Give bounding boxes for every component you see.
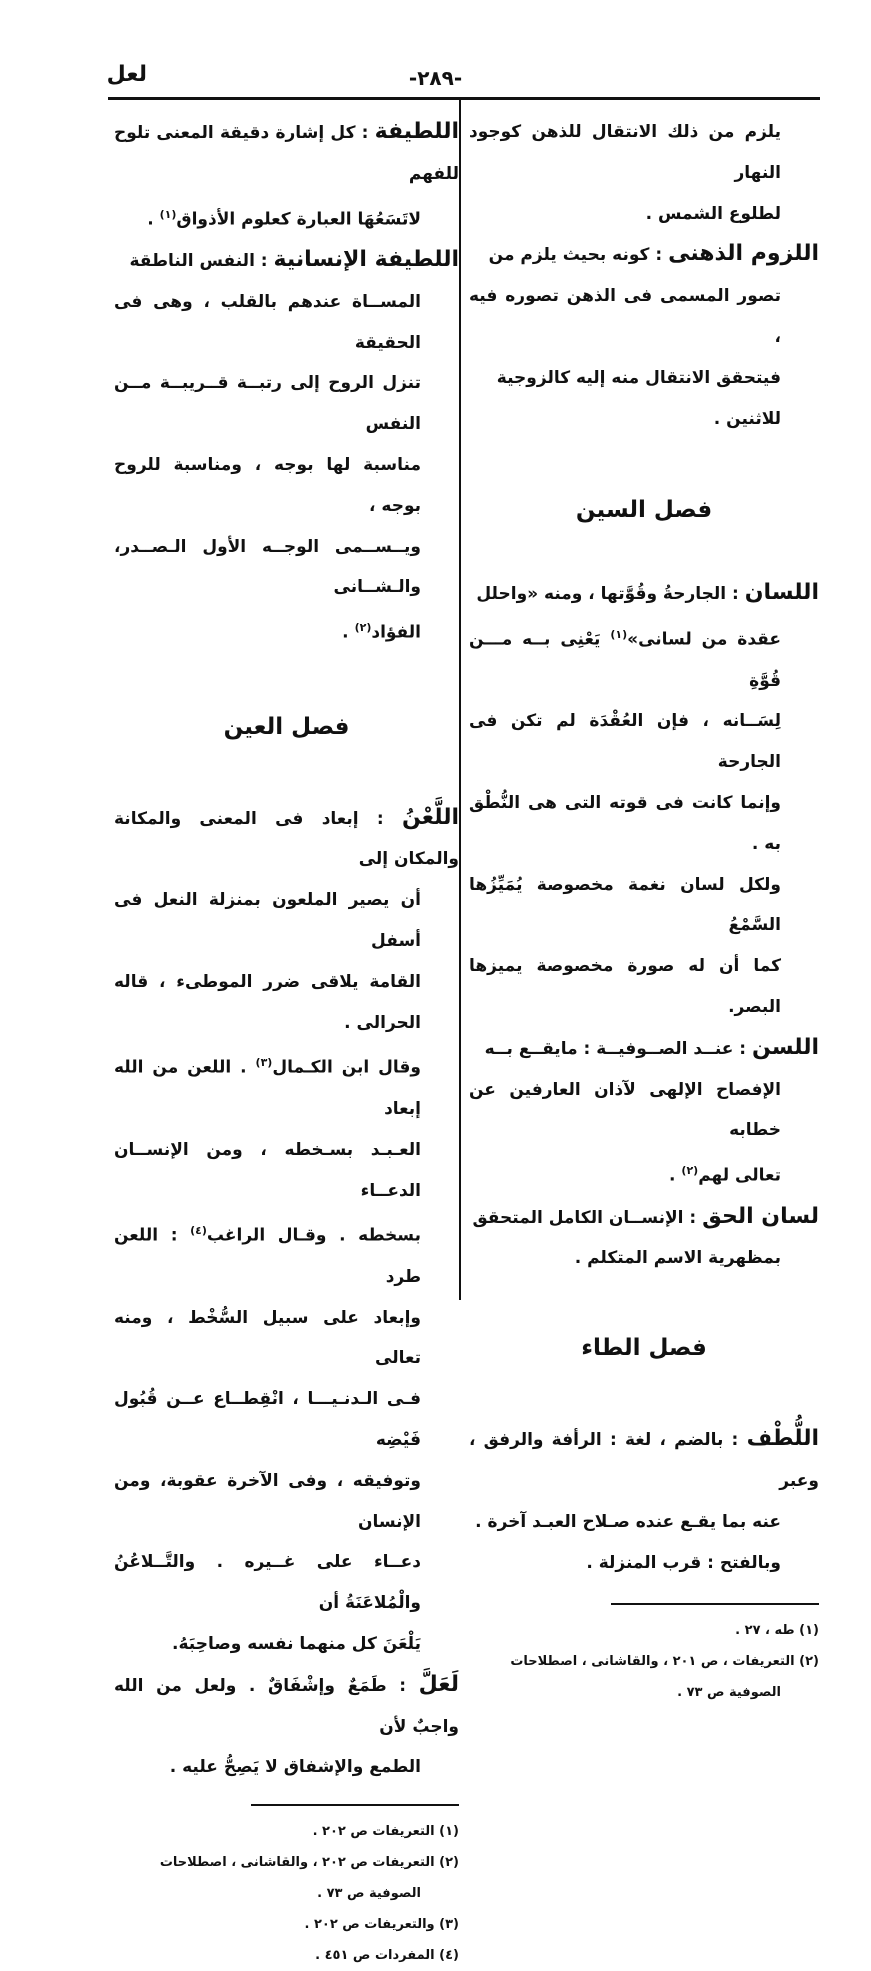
text-line: ولكل لسان نغمة مخصوصة يُمَيِّزُها السَّمْعُ [469,874,781,936]
text-line: عنه بما يقـع عنده صـلاح العبـد آخرة . [475,1511,781,1532]
footnote: (١) التعريفات ص ٢٠٢ . [312,1824,459,1840]
text-segment: . [342,622,355,643]
text-line: فيتحقق الانتقال منه إليه كالزوجية [496,367,781,388]
text-line: تنزل الروح إلى رتبــة قــريبــة مــن النفس [114,373,421,435]
text-line: لِسَــانه ، فإن العُقْدَة لم تكن فى الجارحة [469,711,781,773]
entry-term: اللسان [744,580,819,606]
footnote-rule [611,1603,819,1605]
text-line [114,195,459,240]
definition-text: : بالضم ، لغة : الرأفة والرفق ، وعبر [469,1430,819,1492]
text-line [469,615,819,701]
footnote: (١) طه ، ٢٧ . [735,1623,819,1639]
entry-term: اللزوم الذهنى [668,241,819,267]
text-line [114,608,459,653]
text-line: وإبعاد على سبيل السُّخْط ، ومنه تعالى [114,1307,421,1369]
entry-lisan [469,573,819,1027]
text-segment: . [147,209,160,230]
footnote [114,1847,459,1909]
text-line: المســاة عندهم بالقلب ، وهى فى الحقيقة [114,291,421,353]
entry-luzum-dhihni [469,234,819,439]
entry-term: اللطيفة الإنسانية [273,247,459,273]
text-line: وبالفتح : قرب المنزلة . [586,1552,781,1573]
footnote-text: الصوفية ص ٧٣ . [677,1685,781,1701]
text-line: مناسبة لها بوجه ، ومناسبة للروح بوجه ، [114,455,421,516]
footnote-ref: (٢) [681,1164,699,1178]
text-line: الإفصاح الإلهى لآذان العارفين عن خطابه [469,1079,781,1141]
entry-laalla [114,1665,459,1788]
footnote-ref: (١) [159,207,177,221]
entry-lisan-al-haqq [469,1197,819,1280]
running-header-word: لعل [106,62,147,87]
text-segment: . [669,1165,682,1186]
entry-lisn [469,1028,819,1197]
text-line: كما أن له صورة مخصوصة يميزها البصر. [469,956,781,1017]
section-title-ta: فصل الطاء [581,1335,707,1362]
page-number: -٢٨٩- [408,66,463,90]
text-line: بمظهرية الاسم المتكلم . [574,1248,781,1269]
definition-text: : عنــد الصــوفيــة : مايقــع بــه [484,1038,747,1059]
text-line: يَلْعَنَ كل منهما نفسه وصاحِبَهُ. [172,1633,421,1654]
definition-text: : إبعاد فى المعنى والمكانة والمكان إلى [114,808,459,870]
text-segment: وقال ابن الكـمال [272,1058,421,1079]
right-column [469,112,819,1708]
intro-paragraph [469,112,819,234]
text-line: للاثنين . [713,408,781,429]
text-line: لطلوع الشمس . [645,203,781,224]
definition-text: : الإنســان الكامل المتحقق [472,1207,697,1228]
text-line [469,1151,819,1196]
footnote-text: (٢) التعريفات ص ٢٠٢ ، والقاشانى ، اصطلاحات [159,1855,459,1871]
left-column [114,112,459,1971]
entry-term: لسان الحق [702,1203,819,1229]
text-line: القامة يلاقى ضرر الموطىء ، قاله الحرالى . [114,971,421,1033]
definition-text: : النفس الناطقة [129,251,268,272]
text-line: يلزم من ذلك الانتقال للذهن كوجود النهار [469,122,781,183]
entry-latifa [114,112,459,240]
definition-text: : كونه بحيث يلزم من [488,245,663,266]
footnote-ref: (٤) [190,1224,207,1238]
footnote [469,1646,819,1708]
text-line: وتوفيقه ، وفى الآخرة عقوبة، ومن الإنسان [114,1470,421,1532]
footnote-text: الصوفية ص ٧٣ . [317,1886,421,1902]
text-segment: الفؤاد [371,622,421,643]
entry-term: اللطيفة [374,119,459,144]
footnote-ref: (١) [610,628,628,642]
definition-text: : الجارحةُ وقُوَّتها ، ومنه «واحلل [476,584,739,605]
definition-text: : كل إشارة دقيقة المعنى تلوح للفهم [114,123,459,184]
text-line [114,1043,459,1129]
entry-laan [114,798,459,1665]
definition-text: : طَمَعٌ وإشْفَاقٌ . ولعل من الله واجبٌ لأن [114,1675,459,1737]
footnote-rule [251,1804,459,1806]
text-segment: يَعْنِى بــه مـــن قُوَّةِ [469,629,781,691]
footnote: (٤) المفردات ص ٤٥١ . [315,1948,459,1964]
text-line: دعــاء على غــيره . والتَّــلاعُنُ والْمُلاعَنَةُ أن [114,1552,421,1614]
text-segment: . اللعن من الله إبعاد [114,1058,421,1119]
text-line: فـى الـدنـيـــا ، انْقِطــاع عــن قُبُول فَيْضِه [114,1389,421,1450]
footnote-text: (٢) التعريفات ، ص ٢٠١ ، والقاشانى ، اصطلاحات [510,1654,819,1670]
entry-term: لَعَلَّ [418,1671,459,1697]
section-title-ayn: فصل العين [223,713,350,740]
footnote: (٣) والتعريفات ص ٢٠٢ . [304,1917,459,1933]
text-line [114,1211,459,1297]
entry-lutf [469,1419,819,1583]
entry-term: اللسن [752,1034,819,1060]
text-segment: تعالى لهم [698,1165,781,1186]
entry-latifa-insaniya [114,240,459,654]
header-rule [108,97,820,100]
text-segment: لاتَسَعُهَا العبارة كعلوم الأذواق [176,209,421,230]
text-line: ويــســمى الوجــه الأول الـصــدر، والـشــانى [114,536,421,598]
entry-term: اللَّعْنُ [402,804,459,830]
text-segment: عقدة من لسانى» [627,629,781,650]
text-segment: : اللعن طرد [114,1225,421,1287]
footnote-ref: (٢) [354,621,372,635]
text-line: تصور المسمى فى الذهن تصوره فيه ، [469,286,781,347]
text-line: الطمع والإشفاق لا يَصِحُّ عليه . [169,1757,421,1778]
text-line: العـبـد بسـخطه ، ومن الإنســان الدعــاء [114,1139,421,1201]
column-divider [459,100,461,1300]
text-line: أن يصير الملعون بمنزلة النعل فى أسفل [114,890,421,952]
text-line: وإنما كانت فى قوته التى هى النُّطْق به . [469,793,781,854]
text-segment: بسخطه . وقـال الراغب [206,1225,421,1246]
entry-term: اللُّطْف [746,1426,820,1452]
section-title-sin: فصل السين [575,497,713,524]
footnote-ref: (٣) [255,1056,273,1070]
